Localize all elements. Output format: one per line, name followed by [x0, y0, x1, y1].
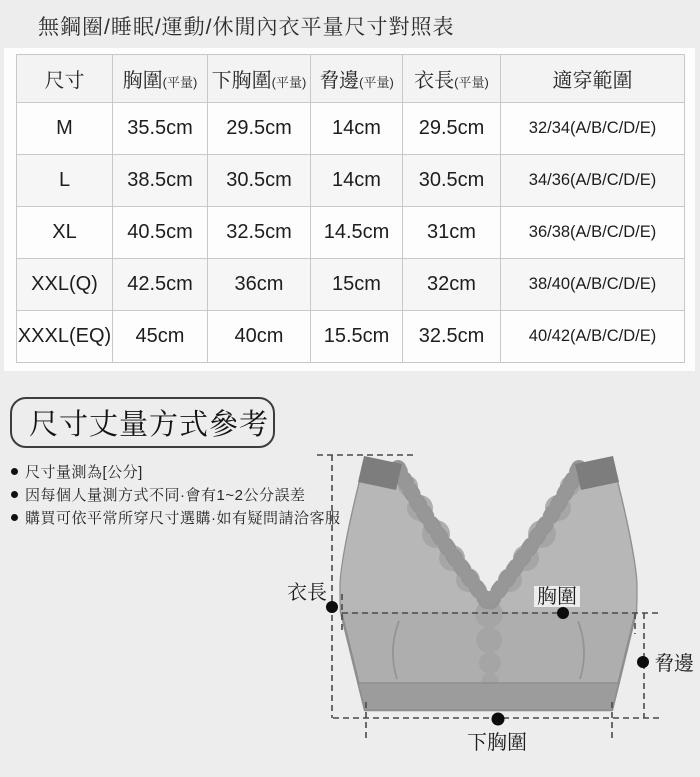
size-cell: XL: [17, 207, 113, 259]
range-cell: 38/40(A/B/C/D/E): [501, 259, 685, 311]
bra-measurement-diagram: [0, 443, 700, 777]
col-header-underbust: 下胸圍(平量): [208, 55, 311, 103]
table-header-row: [17, 55, 685, 103]
table-row: [17, 155, 685, 207]
length-cell: 29.5cm: [403, 103, 501, 155]
length-dot: [326, 601, 338, 613]
size-chart-table: [16, 54, 685, 363]
bra-bottom-band: [358, 683, 619, 710]
side-label: 脅邊: [654, 653, 694, 675]
col-header-bust: 胸圍(平量): [113, 55, 208, 103]
table-row: [17, 207, 685, 259]
bust-dot: [557, 607, 569, 619]
col-header-side: 脅邊(平量): [311, 55, 403, 103]
bust-cell: 42.5cm: [113, 259, 208, 311]
underbust-cell: 29.5cm: [208, 103, 311, 155]
size-cell: XXXL(EQ): [17, 311, 113, 363]
garment-length-label: 衣長: [287, 582, 327, 604]
range-cell: 40/42(A/B/C/D/E): [501, 311, 685, 363]
side-cell: 15.5cm: [311, 311, 403, 363]
bra-illustration: [341, 456, 637, 710]
bust-cell: 38.5cm: [113, 155, 208, 207]
length-cell: 31cm: [403, 207, 501, 259]
note-item: 尺寸量測為[公分]: [11, 460, 341, 482]
table-row: [17, 103, 685, 155]
side-cell: 14cm: [311, 103, 403, 155]
note-item: 因每個人量測方式不同·會有1~2公分誤差: [11, 483, 341, 505]
length-cell: 32.5cm: [403, 311, 501, 363]
page-title: 無鋼圈/睡眠/運動/休閒內衣平量尺寸對照表: [38, 16, 455, 39]
range-cell: 32/34(A/B/C/D/E): [501, 103, 685, 155]
measure-guide-title-box: [10, 397, 275, 448]
underbust-cell: 40cm: [208, 311, 311, 363]
size-chart-sheet: [4, 48, 695, 371]
size-cell: L: [17, 155, 113, 207]
size-cell: XXL(Q): [17, 259, 113, 311]
underbust-dot: [492, 713, 505, 726]
table-row: [17, 311, 685, 363]
bust-cell: 45cm: [113, 311, 208, 363]
length-cell: 32cm: [403, 259, 501, 311]
underbust-cell: 36cm: [208, 259, 311, 311]
col-header-size: 尺寸: [17, 55, 113, 103]
underbust-label: 下胸圍: [467, 732, 527, 754]
bust-cell: 35.5cm: [113, 103, 208, 155]
side-cell: 15cm: [311, 259, 403, 311]
size-cell: M: [17, 103, 113, 155]
range-cell: 34/36(A/B/C/D/E): [501, 155, 685, 207]
side-cell: 14.5cm: [311, 207, 403, 259]
col-header-length: 衣長(平量): [403, 55, 501, 103]
measure-guide-title: 尺寸丈量方式參考: [29, 409, 270, 441]
length-cell: 30.5cm: [403, 155, 501, 207]
side-cell: 14cm: [311, 155, 403, 207]
range-cell: 36/38(A/B/C/D/E): [501, 207, 685, 259]
bust-label: 胸圍: [537, 586, 577, 608]
note-item: 購買可依平常所穿尺寸選購·如有疑問請洽客服: [11, 506, 341, 528]
underbust-cell: 30.5cm: [208, 155, 311, 207]
table-row: [17, 259, 685, 311]
side-dot: [637, 656, 649, 668]
bust-cell: 40.5cm: [113, 207, 208, 259]
underbust-cell: 32.5cm: [208, 207, 311, 259]
col-header-range: 適穿範圍: [501, 55, 685, 103]
